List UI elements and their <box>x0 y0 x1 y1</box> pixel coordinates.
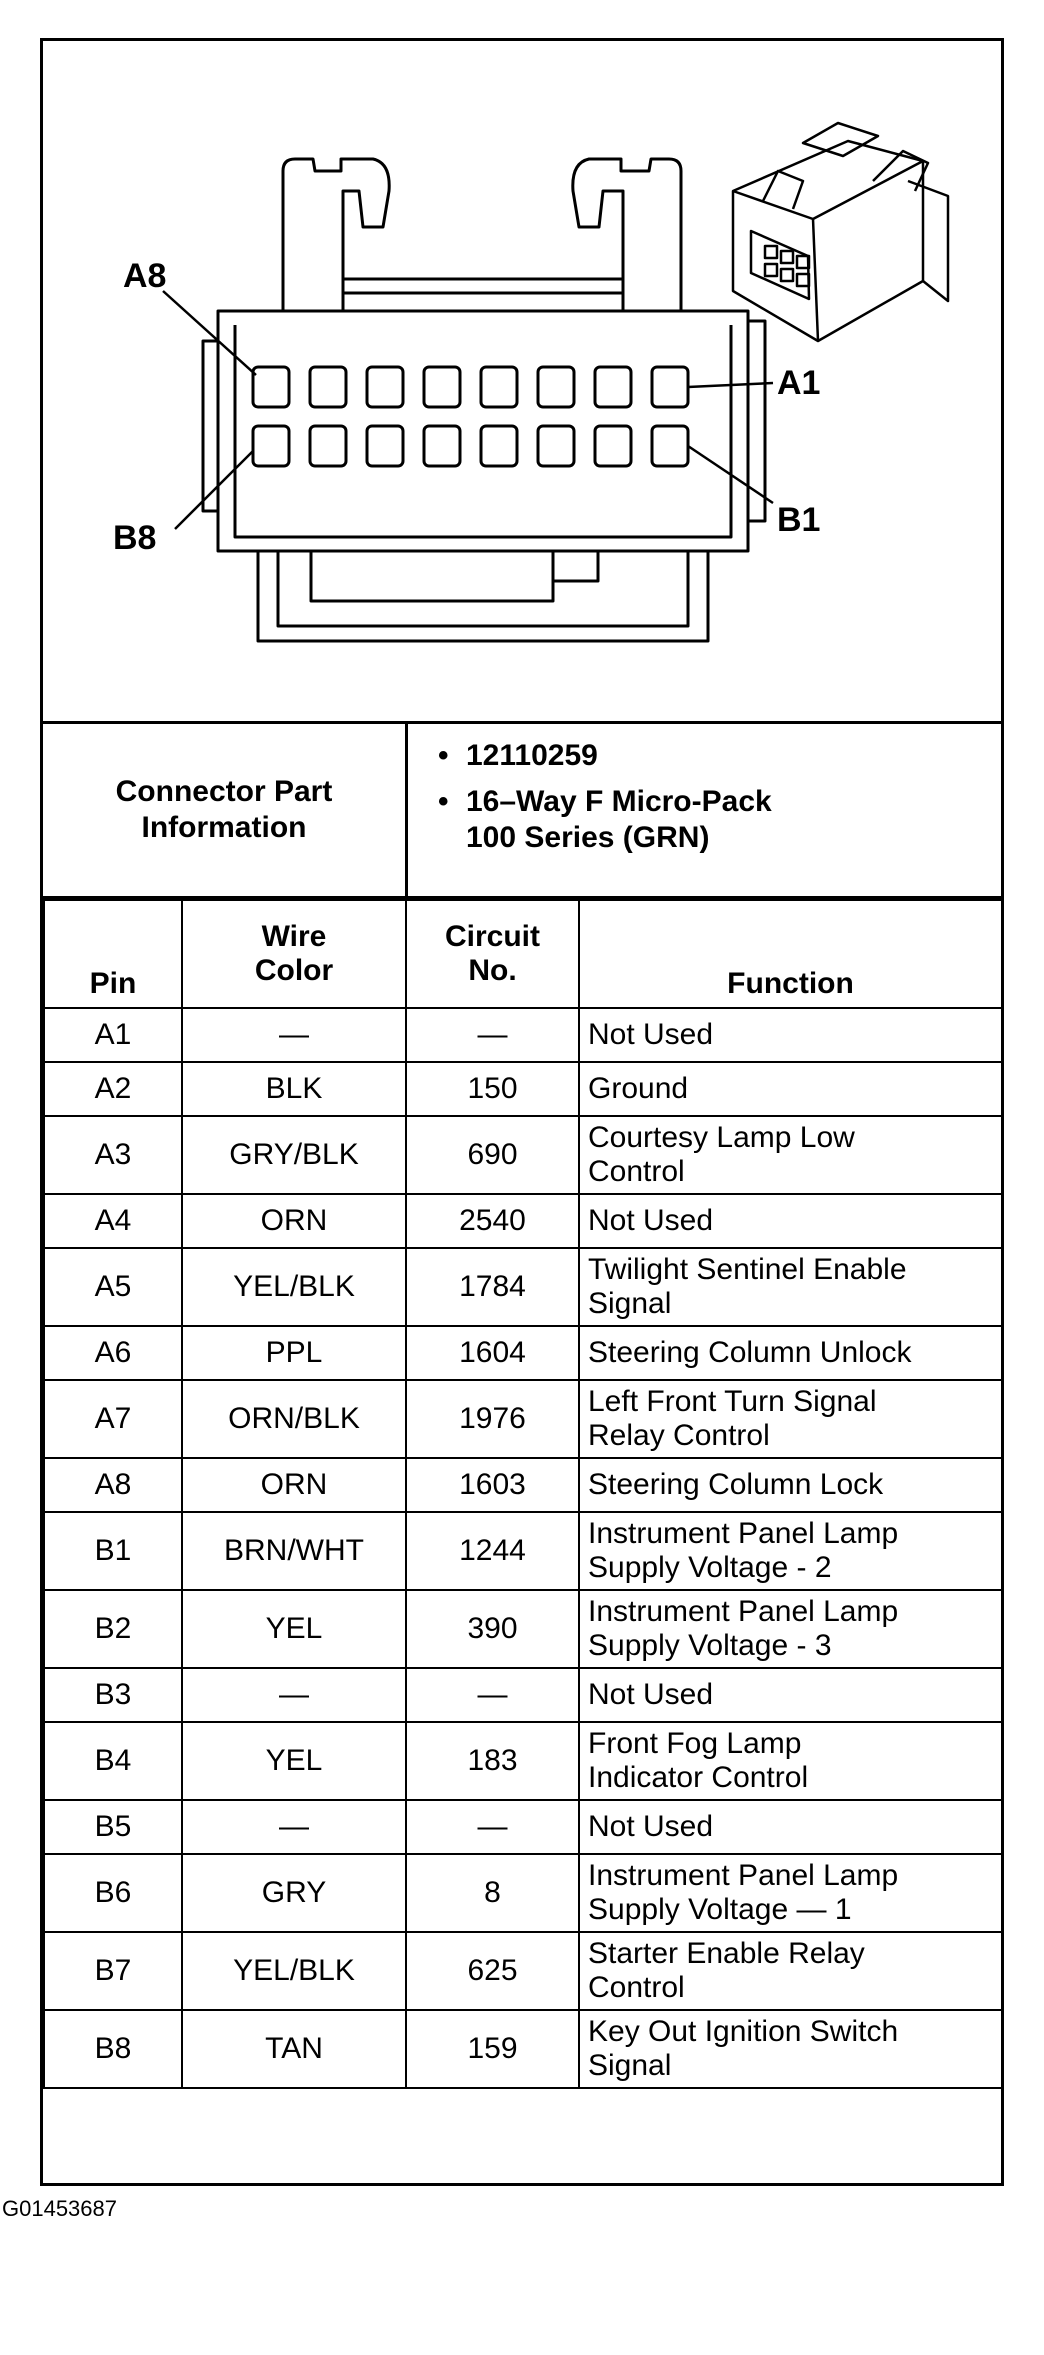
cell-function <box>579 1326 1002 1380</box>
table-row <box>44 1854 1002 1932</box>
table-row <box>44 1668 1002 1722</box>
cell-pin: B7 <box>44 1932 182 2010</box>
cell-wire-color: PPL <box>182 1326 406 1380</box>
cell-pin: B3 <box>44 1668 182 1722</box>
cell-function <box>579 1116 1002 1194</box>
connector-diagram <box>43 41 1001 724</box>
header-function: Function <box>579 900 1002 1008</box>
cell-function <box>579 1590 1002 1668</box>
connector-part-info <box>43 724 1001 899</box>
cell-pin: B2 <box>44 1590 182 1668</box>
cell-function <box>579 1248 1002 1326</box>
cell-wire-color: — <box>182 1668 406 1722</box>
table-row <box>44 1248 1002 1326</box>
cell-pin: B5 <box>44 1800 182 1854</box>
part-description-line2: 100 Series (GRN) <box>466 821 710 854</box>
cell-pin: B6 <box>44 1854 182 1932</box>
cell-wire-color: ORN <box>182 1458 406 1512</box>
cell-circuit: 1244 <box>406 1512 579 1590</box>
cell-function <box>579 1800 1002 1854</box>
table-row <box>44 1326 1002 1380</box>
cell-function-line1: Instrument Panel Lamp <box>588 1858 899 1892</box>
cell-function-line2: Signal <box>588 2049 672 2082</box>
cell-function <box>579 1932 1002 2010</box>
table-row <box>44 1800 1002 1854</box>
header-circuit-line1: Circuit <box>444 919 540 953</box>
table-row <box>44 1194 1002 1248</box>
part-description-line1: • 16–Way F Micro-Pack <box>466 785 772 818</box>
cell-function-line1: Instrument Panel Lamp <box>588 1594 899 1628</box>
table-row <box>44 1380 1002 1458</box>
cell-function <box>579 1458 1002 1512</box>
cell-circuit: 2540 <box>406 1194 579 1248</box>
cell-function <box>579 1668 1002 1722</box>
cell-circuit: 8 <box>406 1854 579 1932</box>
header-circuit-line2: No. <box>468 954 517 987</box>
cell-function-line2: Supply Voltage - 3 <box>588 1629 832 1662</box>
cell-wire-color: BLK <box>182 1062 406 1116</box>
cell-function <box>579 1008 1002 1062</box>
pin-table <box>43 899 1003 2089</box>
part-info-heading <box>43 724 408 896</box>
pin-label-a1: A1 <box>777 364 821 402</box>
cell-pin: B4 <box>44 1722 182 1800</box>
part-info-title-line1: Connector Part <box>115 775 333 808</box>
cell-function-line1: Left Front Turn Signal <box>588 1384 877 1418</box>
cell-function-line1: Twilight Sentinel Enable <box>588 1252 907 1286</box>
pin-label-b8: B8 <box>113 519 157 557</box>
cell-pin: A8 <box>44 1458 182 1512</box>
connector-figure <box>40 38 1004 2186</box>
cell-circuit: — <box>406 1668 579 1722</box>
cell-wire-color: — <box>182 1008 406 1062</box>
cell-wire-color: ORN <box>182 1194 406 1248</box>
cell-function-line1: Not Used <box>588 1677 714 1711</box>
table-row <box>44 1590 1002 1668</box>
cell-function <box>579 1512 1002 1590</box>
cell-wire-color: YEL/BLK <box>182 1932 406 2010</box>
cell-function <box>579 1854 1002 1932</box>
cell-circuit: — <box>406 1800 579 1854</box>
cell-wire-color: ORN/BLK <box>182 1380 406 1458</box>
cell-function <box>579 2010 1002 2088</box>
cell-function-line1: Not Used <box>588 1809 714 1843</box>
cell-function-line2: Control <box>588 1971 685 2004</box>
cell-pin: B8 <box>44 2010 182 2088</box>
cell-function-line1: Instrument Panel Lamp <box>588 1516 899 1550</box>
cell-function-line2: Supply Voltage - 2 <box>588 1551 832 1584</box>
cell-circuit: 1603 <box>406 1458 579 1512</box>
cell-function-line1: Ground <box>588 1071 689 1105</box>
cell-circuit: 1976 <box>406 1380 579 1458</box>
table-row <box>44 2010 1002 2088</box>
cell-function <box>579 1380 1002 1458</box>
cell-function-line1: Front Fog Lamp <box>588 1726 802 1760</box>
cell-function-line1: Steering Column Lock <box>588 1467 884 1501</box>
cell-wire-color: BRN/WHT <box>182 1512 406 1590</box>
cell-wire-color: YEL <box>182 1590 406 1668</box>
cell-circuit: 159 <box>406 2010 579 2088</box>
cell-pin: A2 <box>44 1062 182 1116</box>
pin-label-a8: A8 <box>123 257 167 295</box>
cell-wire-color: GRY/BLK <box>182 1116 406 1194</box>
cell-pin: A6 <box>44 1326 182 1380</box>
table-row <box>44 1512 1002 1590</box>
header-wire-color <box>182 900 406 1008</box>
cell-pin: A4 <box>44 1194 182 1248</box>
table-row <box>44 1458 1002 1512</box>
cell-wire-color: GRY <box>182 1854 406 1932</box>
table-row <box>44 1116 1002 1194</box>
connector-face-drawing <box>43 41 1001 721</box>
table-row <box>44 1722 1002 1800</box>
pin-label-b1: B1 <box>777 501 821 539</box>
figure-id: G01453687 <box>2 2196 117 2221</box>
cell-function-line1: Steering Column Unlock <box>588 1335 912 1369</box>
cell-pin: A7 <box>44 1380 182 1458</box>
cell-circuit: 1784 <box>406 1248 579 1326</box>
cell-wire-color: YEL <box>182 1722 406 1800</box>
cell-function-line2: Control <box>588 1155 685 1188</box>
cell-circuit: 183 <box>406 1722 579 1800</box>
header-wire-color-line1: Wire <box>261 919 327 953</box>
cell-function <box>579 1194 1002 1248</box>
part-number-bullet <box>438 738 998 774</box>
cell-pin: B1 <box>44 1512 182 1590</box>
cell-circuit: 390 <box>406 1590 579 1668</box>
cell-wire-color: YEL/BLK <box>182 1248 406 1326</box>
table-row <box>44 1932 1002 2010</box>
part-info-details <box>438 738 998 866</box>
cell-function-line2: Signal <box>588 1287 672 1320</box>
cell-function-line1: Not Used <box>588 1017 714 1051</box>
cell-circuit: 150 <box>406 1062 579 1116</box>
part-info-title-line2: Information <box>141 811 307 844</box>
table-row <box>44 1008 1002 1062</box>
cell-wire-color: — <box>182 1800 406 1854</box>
cell-circuit: 690 <box>406 1116 579 1194</box>
cell-function <box>579 1722 1002 1800</box>
cell-function-line1: Not Used <box>588 1203 714 1237</box>
cell-wire-color: TAN <box>182 2010 406 2088</box>
cell-circuit: — <box>406 1008 579 1062</box>
cell-pin: A3 <box>44 1116 182 1194</box>
part-description-bullet <box>438 784 998 856</box>
cell-pin: A1 <box>44 1008 182 1062</box>
header-pin: Pin <box>44 900 182 1008</box>
table-row <box>44 1062 1002 1116</box>
cell-circuit: 625 <box>406 1932 579 2010</box>
cell-function-line1: Key Out Ignition Switch <box>588 2014 899 2048</box>
cell-pin: A5 <box>44 1248 182 1326</box>
header-wire-color-line2: Color <box>254 954 334 987</box>
cell-circuit: 1604 <box>406 1326 579 1380</box>
cell-function <box>579 1062 1002 1116</box>
part-number: • 12110259 <box>466 739 598 772</box>
pin-table-header <box>44 900 1002 1008</box>
cell-function-line1: Courtesy Lamp Low <box>588 1120 855 1154</box>
cell-function-line1: Starter Enable Relay <box>588 1936 865 1970</box>
header-circuit-no <box>406 900 579 1008</box>
cell-function-line2: Supply Voltage — 1 <box>588 1893 852 1926</box>
cell-function-line2: Indicator Control <box>588 1761 809 1794</box>
cell-function-line2: Relay Control <box>588 1419 770 1452</box>
